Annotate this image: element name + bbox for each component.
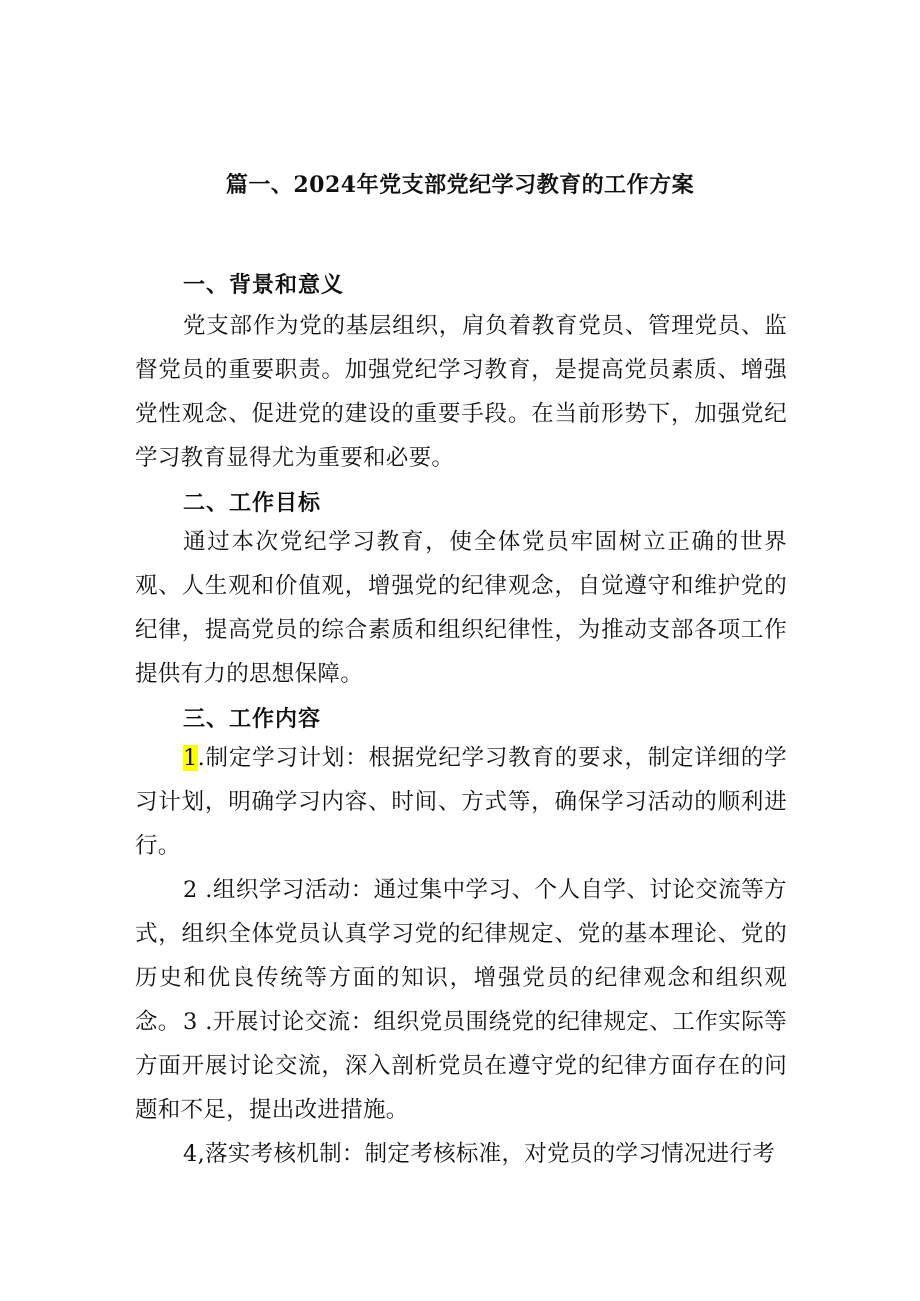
list-item-4 (135, 1132, 787, 1176)
section-paragraph-background: 党支部作为党的基层组织，肩负着教育党员、管理党员、监督党员的重要职责。加强党纪学习教育，是提高党员素质、增强党性观念、促进党的建设的重要手段。在当前形势下，加强党纪学习教育显得尤为重要和必要。 (135, 313, 787, 471)
list-item-number: 4 (183, 1141, 198, 1167)
list-item-1 (135, 736, 787, 868)
section-paragraph-goals: 通过本次党纪学习教育，使全体党员牢固树立正确的世界观、人生观和价值观，增强党的纪律观念，自觉遵守和维护党的纪律，提高党员的综合素质和组织纪律性，为推动支部各项工作提供有力的思想保障。 (135, 529, 787, 687)
list-item-3 (135, 1000, 787, 1132)
list-item-separator: . (197, 745, 206, 771)
list-item-text: 制定学习计划：根据党纪学习教育的要求，制定详细的学习计划，明确学习内容、时间、方式等，确保学习活动的顺利进行。 (135, 745, 787, 859)
list-item-separator: . (197, 877, 213, 903)
document-title: 篇一、2024年党支部党纪学习教育的工作方案 (225, 172, 695, 198)
list-item-text: 落实考核机制：制定考核标准，对党员的学习情况进行考 (205, 1141, 776, 1167)
list-item-text: 组织学习活动：通过集中学习、个人自学、讨论交流等方式，组织全体党员认真学习党的纪律规定、党的基本理论、党的历史和优良传统等方面的知识，增强党员的纪律观念和组织观念。 (135, 877, 787, 1035)
list-item-number-highlighted: 1 (183, 745, 198, 771)
list-item-number: 2 (183, 877, 198, 903)
section-heading-content: 三、工作内容 (183, 706, 322, 732)
list-item-number: 3 (183, 1009, 198, 1035)
list-item-separator: . (197, 1009, 213, 1035)
list-item-separator: , (197, 1141, 206, 1167)
list-item-text: 开展讨论交流：组织党员围绕党的纪律规定、工作实际等方面开展讨论交流，深入剖析党员在遵守党的纪律方面存在的问题和不足，提出改进措施。 (135, 1009, 787, 1123)
section-heading-background: 一、背景和意义 (183, 272, 345, 298)
section-heading-goals: 二、工作目标 (183, 490, 322, 516)
